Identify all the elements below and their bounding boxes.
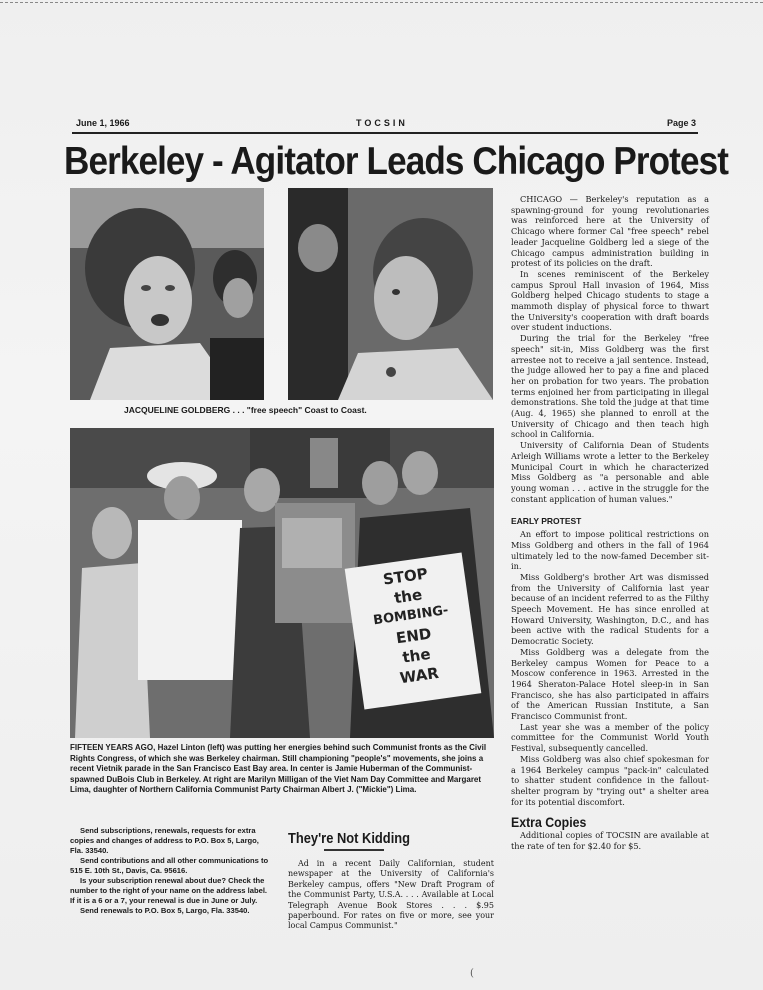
- article-paragraph: In scenes reminiscent of the Berkeley campus Sproul Hall invasion of 1964, Miss Goldberg helped Chicago students to stage a mammoth display of physical force to thwart the University's cooperation with draft boards over student inductions.: [511, 268, 709, 333]
- page-top-edge: [0, 2, 763, 4]
- photo1-caption: JACQUELINE GOLDBERG . . . "free speech" Coast to Coast.: [124, 405, 367, 415]
- article-paragraph: Miss Goldberg was also chief spokesman for a 1964 Berkeley campus "pack-in" calculated to shatter student confidence in the fallout-shelter program by "trying out" a shelter area for its potential discomfort.: [511, 753, 709, 807]
- header-rule: [72, 132, 698, 134]
- extra-copies-title: Extra Copies: [511, 814, 587, 831]
- sign-line-5: the: [401, 644, 432, 667]
- sign-line-3: BOMBING-: [372, 602, 450, 629]
- article-paragraph: During the trial for the Berkeley "free speech" sit-in, Miss Goldberg was the first arrestee not to receive a jail sentence. Instead, the judge allowed her to pay a fine and placed her on probation for two years. The probation terms enjoined her from participating in illegal demonstrations. She told the judge at that time (Aug. 4, 1965) she planned to enroll at the University of Chicago and then teach high school in California.: [511, 333, 709, 440]
- page-header: [76, 118, 696, 132]
- subscription-paragraph: Send contributions and all other communications to 515 E. 10th St., Davis, Ca. 95616.: [70, 856, 269, 875]
- protest-sign: [345, 552, 482, 709]
- article-subhead: EARLY PROTEST: [511, 516, 582, 527]
- title-ornament: [324, 849, 384, 851]
- article-paragraph: Last year she was a member of the policy committee for the Communist World Youth Festival, subsequently cancelled.: [511, 721, 709, 754]
- article-paragraph: University of California Dean of Students Arleigh Williams wrote a letter to the Berkeley Municipal Court in which he characterized Miss Goldberg as "a personable and able young woman . . . active in the struggle for the constant application of human values.": [511, 440, 709, 504]
- issue-date: June 1, 1966: [76, 118, 130, 128]
- subscription-info: [70, 826, 270, 916]
- kidding-article: [288, 830, 494, 932]
- sign-line-2: the: [392, 585, 424, 608]
- sign-line-6: WAR: [398, 663, 440, 688]
- publication-name: TOCSIN: [356, 118, 408, 128]
- scan-mark: (: [470, 968, 474, 979]
- article-paragraph: CHICAGO — Berkeley's reputation as a spawning-ground for young revolutionaries was reinforced here at the University of Chicago where former Cal "free speech" rebel leader Jacqueline Goldberg led a siege of the Chicago campus administration building in protest of its policies on the draft.: [511, 194, 709, 269]
- subscription-paragraph: Send subscriptions, renewals, requests for extra copies and changes of address to P.O. Box 5, Largo, Fla. 33540.: [70, 826, 259, 855]
- extra-copies-text: Additional copies of TOCSIN are available at the rate of ten for $2.40 for $5.: [511, 830, 709, 851]
- headline: Berkeley - Agitator Leads Chicago Protest: [64, 140, 728, 183]
- sign-line-4: END: [394, 624, 433, 648]
- article-paragraph: Miss Goldberg was a delegate from the Berkeley campus Women for Peace to a Moscow conference in 1963. Arrested in the 1964 Sheraton-Palace Hotel sleep-in in San Francisco, she has also participated in affairs of the American Russian Institute, a San Francisco Communist front.: [511, 646, 709, 722]
- subscription-paragraph: Send renewals to P.O. Box 5, Largo, Fla. 33540.: [80, 906, 250, 915]
- photo-goldberg-left: [70, 188, 264, 400]
- article-paragraph: An effort to impose political restrictions on Miss Goldberg and others in the fall of 1964 ultimately led to the now-famed December sit-in.: [511, 529, 709, 572]
- kidding-title: They're Not Kidding: [288, 830, 411, 847]
- photo-goldberg-right: [288, 188, 493, 400]
- photo2-caption: FIFTEEN YEARS AGO, Hazel Linton (left) was putting her energies behind such Communist fronts as the Civil Rights Congress, of which she was Berkeley chairman. Still championing "people's" movements, she joins a recent Vietnik parade in the San Francisco East Bay area. In center is Jamie Huberman of the Communist-spawned DuBois Club in Berkeley. At right are Marilyn Milligan of the Viet Nam Day Committee and Margaret Lima, daughter of Northern California Communist Party Chairman Albert J. ("Mickie") Lima.: [70, 743, 487, 794]
- page-number: Page 3: [666, 118, 696, 128]
- article-paragraph: Miss Goldberg's brother Art was dismissed from the University of California last year because of an incident referred to as the Filthy Speech Movement. He has since enrolled at Howard University, Washington, D.C., and has been active with the radical Students for a Democratic Society.: [511, 571, 709, 647]
- subscription-paragraph: Is your subscription renewal about due? Check the number to the right of your name on the address label. If it is a 6 or a 7, your renewal is due in June or July.: [70, 876, 268, 905]
- sign-line-1: STOP: [381, 564, 429, 589]
- main-article: [511, 194, 709, 851]
- kidding-text: Ad in a recent Daily Californian, student newspaper at the University of California's Berkeley campus, offers "New Draft Program of the Communist Party, U.S.A. . . . Available at Local Telegraph Avenue Book Stores . . . $.95 paperbound. For rates on five or more, see your local Campus Communist.": [288, 859, 494, 931]
